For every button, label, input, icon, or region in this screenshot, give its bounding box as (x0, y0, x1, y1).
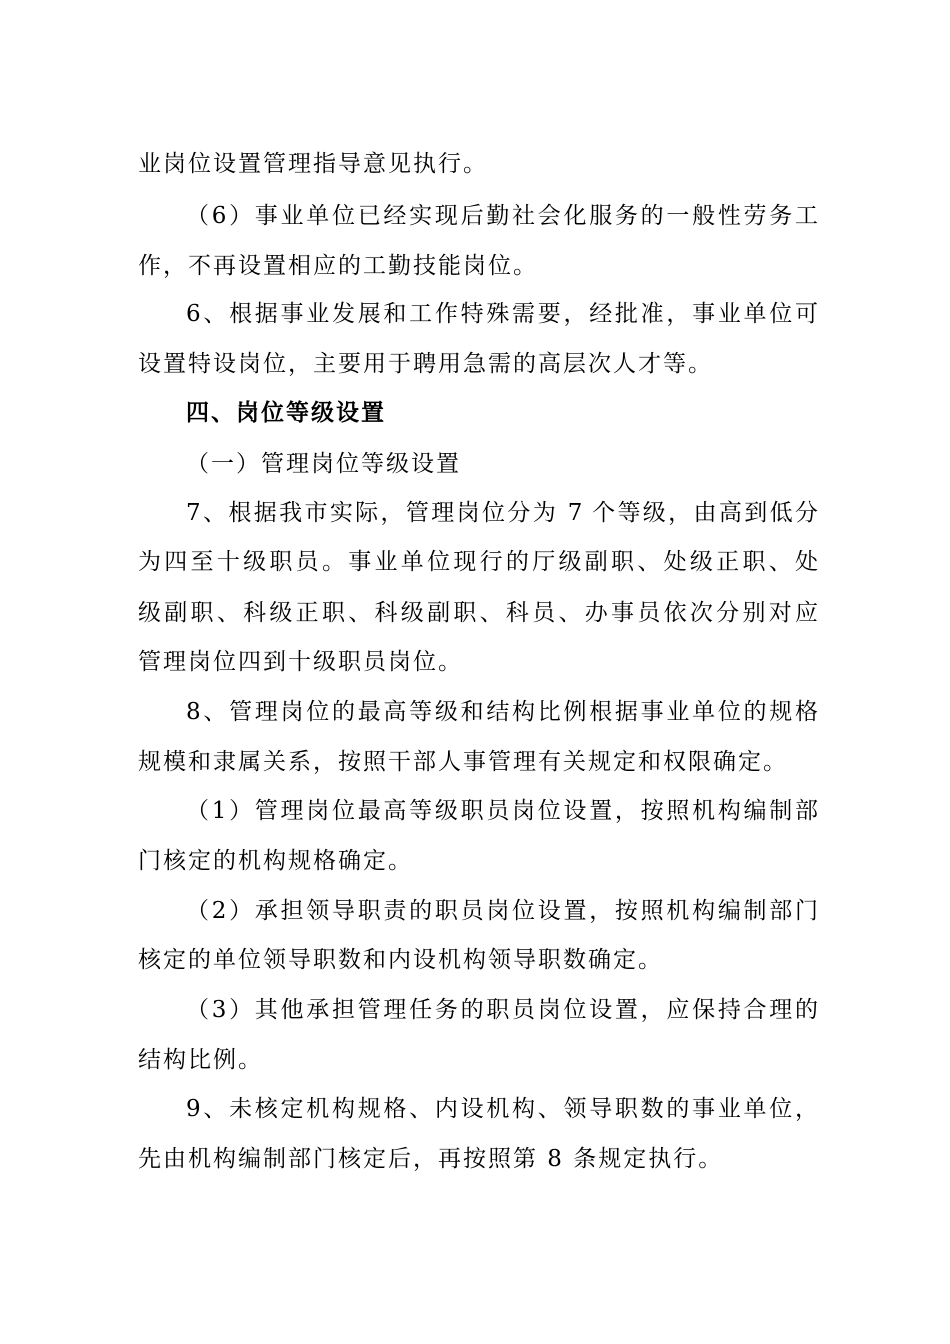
text-line-11: 管理岗位四到十级职员岗位。 (138, 649, 463, 675)
text-line-14: （1）管理岗位最高等级职员岗位设置，按照机构编制部 (186, 798, 818, 824)
text-line-21: 先由机构编制部门核定后，再按照第 8 条规定执行。 (138, 1146, 724, 1172)
text-line-18: （3）其他承担管理任务的职员岗位设置，应保持合理的 (186, 997, 818, 1023)
text-line-17: 核定的单位领导职数和内设机构领导职数确定。 (138, 947, 663, 973)
text-line-3: 作，不再设置相应的工勤技能岗位。 (138, 253, 538, 279)
subsection-heading: （一）管理岗位等级设置 (186, 451, 461, 477)
text-line-5: 设置特设岗位，主要用于聘用急需的高层次人才等。 (138, 351, 713, 377)
text-line-16: （2）承担领导职责的职员岗位设置，按照机构编制部门 (186, 898, 818, 924)
section-heading: 四、岗位等级设置 (186, 399, 386, 426)
text-line-9: 为四至十级职员。事业单位现行的厅级副职、处级正职、处 (138, 549, 818, 575)
text-line-8: 7、根据我市实际，管理岗位分为 7 个等级，由高到低分 (186, 500, 818, 526)
text-line-13: 规模和隶属关系，按照干部人事管理有关规定和权限确定。 (138, 749, 788, 775)
text-line-4: 6、根据事业发展和工作特殊需要，经批准，事业单位可 (186, 301, 818, 327)
text-line-1: 业岗位设置管理指导意见执行。 (138, 151, 488, 177)
text-line-19: 结构比例。 (138, 1047, 263, 1073)
text-line-20: 9、未核定机构规格、内设机构、领导职数的事业单位， (186, 1096, 818, 1122)
text-line-10: 级副职、科级正职、科级副职、科员、办事员依次分别对应 (138, 600, 818, 626)
text-line-15: 门核定的机构规格确定。 (138, 848, 413, 874)
text-line-12: 8、管理岗位的最高等级和结构比例根据事业单位的规格 (186, 699, 818, 725)
text-line-2: （6）事业单位已经实现后勤社会化服务的一般性劳务工 (186, 203, 818, 229)
